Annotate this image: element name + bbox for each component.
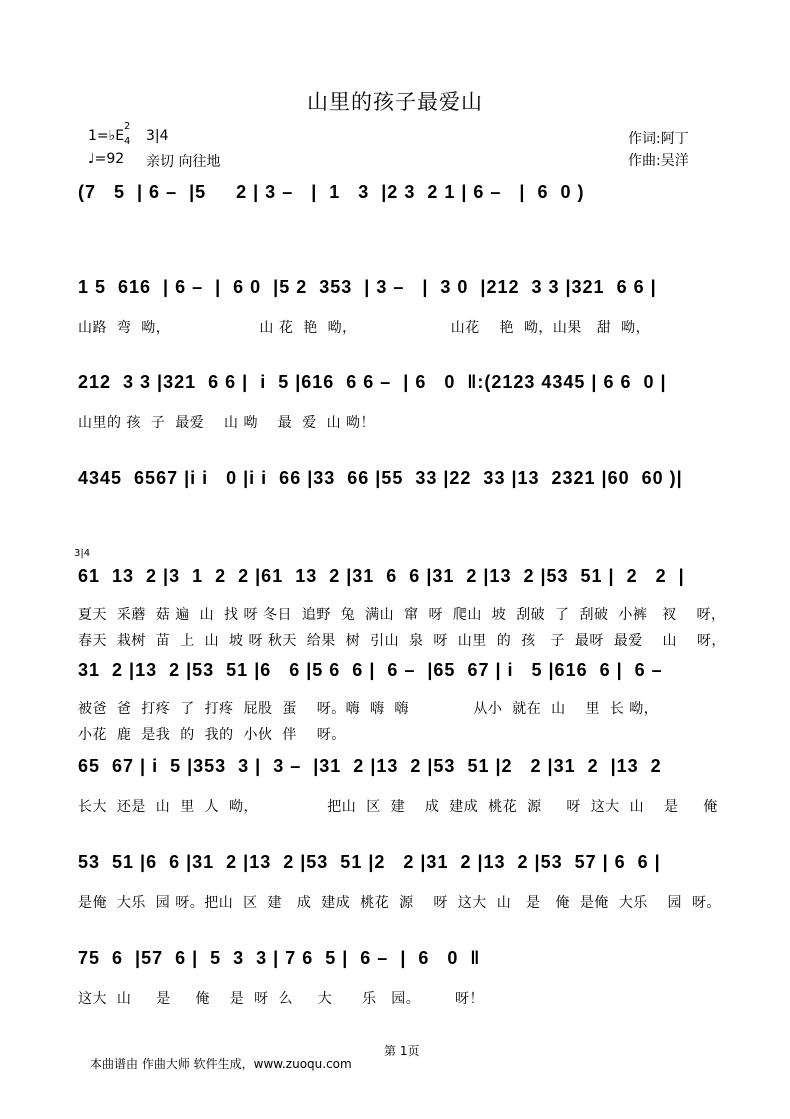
page-number: 第 1页 [384, 1044, 420, 1058]
lyric-line: 长大 还是 山 里 人 呦， 把山 区 建 成 建成 桃花 源 呀 这大 山 是 俺 [78, 799, 718, 815]
alt-time-signature: 3|4 [146, 128, 169, 144]
notation-line: (7 5 | 6 – |5 2 | 3 – | 1 3 |2 3 2 1 | 6 – | 6 0 ) [78, 182, 585, 202]
lyricist-credit: 作词:阿丁 [628, 131, 689, 147]
key-signature: 1=♭E [88, 128, 125, 144]
notation-line: 61 13 2 |3 1 2 2 |61 13 2 |31 6 6 |31 2 |13 2 |53 51 | 2 2 | [78, 566, 685, 586]
time-signature-bottom: 4 [124, 136, 131, 147]
lyric-line: 山路 弯 呦， 山 花 艳 呦， 山花 艳 呦，山果 甜 呦， [78, 320, 651, 336]
lyric-line: 夏天 采蘑 菇 遍 山 找 呀 冬日 追野 兔 满山 窜 呀 爬山 坡 刮破 了 刮破 小裤 衩 呀， [78, 607, 726, 623]
tempo-mark: ♩=92 [88, 151, 125, 167]
lyric-line: 是俺 大乐 园 呀。把山 区 建 成 建成 桃花 源 呀 这大 山 是 俺 是俺 大乐 园 呀。 [78, 895, 721, 911]
notation-line: 1 5 616 | 6 – | 6 0 |5 2 353 | 3 – | 3 0 |212 3 3 |321 6 6 | [78, 277, 657, 297]
lyric-line: 山里的 孩 子 最爱 山 呦 最 爱 山 呦！ [78, 415, 376, 431]
notation-line: 31 2 |13 2 |53 51 |6 6 |5 6 6 | 6 – |65 67 | i 5 |616 6 | 6 – [78, 660, 669, 680]
expression-mark: 亲切 向往地 [146, 154, 221, 170]
lyric-line: 被爸 爸 打疼 了 打疼 屁股 蛋 呀。嗨 嗨 嗨 从小 就在 山 里 长 呦， [78, 701, 659, 717]
lyric-line-verse-2: 小花 鹿 是我 的 我的 小伙 伴 呀。 [78, 727, 346, 743]
software-footer: 本曲谱由 作曲大师 软件生成，www.zuoqu.com [90, 1057, 352, 1071]
composer-credit: 作曲:吴洋 [628, 153, 689, 169]
notation-line: 65 67 | i 5 |353 3 | 3 – |31 2 |13 2 |53 51 |2 2 |31 2 |13 2 [78, 756, 668, 776]
page-title: 山里的孩子最爱山 [307, 90, 483, 114]
time-change-mark: 3|4 [74, 548, 91, 559]
time-signature-top: 2 [124, 121, 131, 132]
lyric-line-verse-2: 春天 栽树 苗 上 山 坡 呀 秋天 给果 树 引山 泉 呀 山里 的 孩 子 最呀 最爱 山 呀， [78, 633, 726, 649]
notation-line: 212 3 3 |321 6 6 | i 5 |616 6 6 – | 6 0 ‖:(2123 4345 | 6 6 0 | [78, 372, 667, 392]
notation-line: 75 6 |57 6 | 5 3 3 | 7 6 5 | 6 – | 6 0 ‖ [78, 948, 481, 968]
lyric-line: 这大 山 是 俺 是 呀 么 大 乐 园。 呀！ [78, 991, 484, 1007]
notation-line: 53 51 |6 6 |31 2 |13 2 |53 51 |2 2 |31 2 |13 2 |53 57 | 6 6 | [78, 852, 661, 872]
notation-line: 4345 6567 |i i 0 |i i 66 |33 66 |55 33 |22 33 |13 2321 |60 60 )| [78, 468, 683, 488]
